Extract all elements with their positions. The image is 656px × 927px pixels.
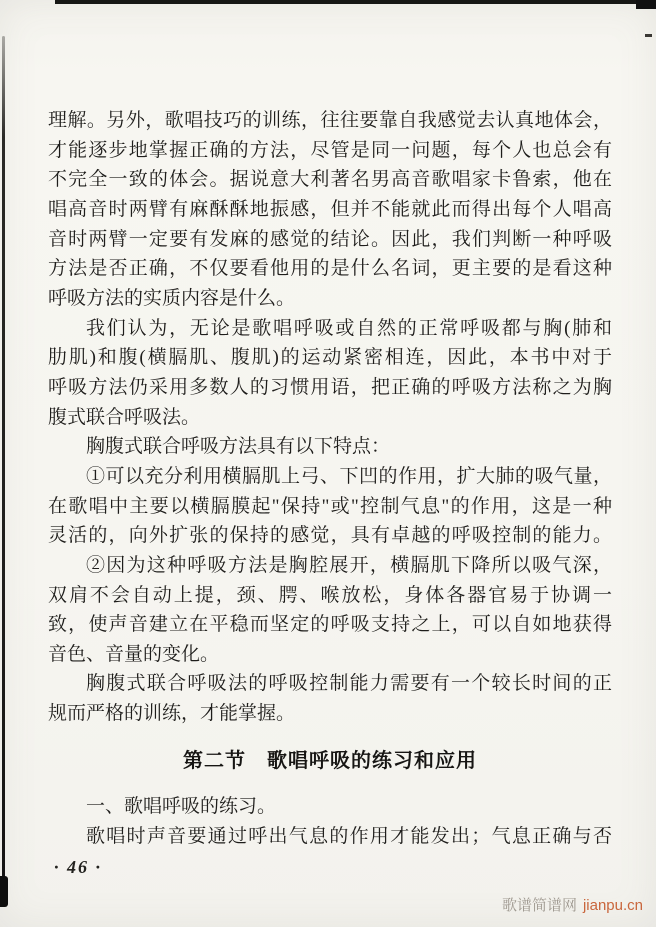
text-line: 胸腹式联合呼吸法的呼吸控制能力需要有一个较长时间的正 xyxy=(86,673,612,695)
watermark-site-url[interactable]: jianpu.cn xyxy=(582,897,643,914)
scan-edge-left-line xyxy=(2,36,5,878)
text-line: 胸腹式联合呼吸方法具有以下特点： xyxy=(86,436,391,458)
text-line: 灵活的，向外扩张的保持的感觉，具有卓越的呼吸控制的能力。 xyxy=(48,525,612,547)
text-line: 呼吸方法仍采用多数人的习惯用语，把正确的呼吸方法称之为胸 xyxy=(48,376,612,398)
text-line: 呼吸方法的实质内容是什么。 xyxy=(48,287,296,309)
text-line: ①可以充分利用横膈肌上弓、下凹的作用，扩大肺的吸气量， xyxy=(86,465,612,487)
page-number: · 46 · xyxy=(54,857,102,877)
scan-ink-blob xyxy=(0,876,8,907)
text-line: 一、歌唱呼吸的练习。 xyxy=(86,796,277,818)
text-line: 音色、音量的变化。 xyxy=(48,643,220,665)
scan-edge-top-right-corner xyxy=(636,0,656,9)
watermark-site-name: 歌谱简谱网 xyxy=(501,897,577,914)
text-line: 不完全一致的体会。据说意大利著名男高音歌唱家卡鲁索，他在 xyxy=(48,169,612,191)
text-line: 致，使声音建立在平稳而坚定的呼吸支持之上，可以自如地获得 xyxy=(48,614,612,636)
page-text-area xyxy=(48,106,612,852)
site-watermark xyxy=(502,894,643,915)
text-line: 理解。另外，歌唱技巧的训练，往往要靠自我感觉去认真地体会， xyxy=(48,110,612,131)
scan-edge-top xyxy=(55,0,656,4)
text-line: 腹式联合呼吸法。 xyxy=(48,406,201,428)
text-line: 双肩不会自动上提，颈、腭、喉放松，身体各器官易于协调一 xyxy=(48,584,612,606)
text-line: 我们认为，无论是歌唱呼吸或自然的正常呼吸都与胸(肺和 xyxy=(86,317,612,339)
text-line: 音时两臂一定要有发麻的感觉的结论。因此，我们判断一种呼吸 xyxy=(48,228,612,250)
section-heading: 第二节 歌唱呼吸的练习和应用 xyxy=(183,749,477,772)
text-line: 歌唱时声音要通过呼出气息的作用才能发出；气息正确与否 xyxy=(86,826,612,848)
text-line: 在歌唱中主要以横膈膜起"保持"或"控制气息"的作用，这是一种 xyxy=(48,495,612,517)
text-line: 规而严格的训练，才能掌握。 xyxy=(48,703,296,725)
text-line: 方法是否正确，不仅要看他用的是什么名词，更主要的是看这种 xyxy=(48,258,612,280)
text-line: 唱高音时两臂有麻酥酥地振感，但并不能就此而得出每个人唱高 xyxy=(48,198,612,220)
text-line: ②因为这种呼吸方法是胸腔展开，横膈肌下降所以吸气深， xyxy=(86,554,612,576)
scan-speck xyxy=(645,34,652,37)
text-line: 才能逐步地掌握正确的方法，尽管是同一问题，每个人也总会有 xyxy=(48,139,612,161)
text-line: 肋肌)和腹(横膈肌、腹肌)的运动紧密相连，因此，本书中对于 xyxy=(48,347,612,369)
